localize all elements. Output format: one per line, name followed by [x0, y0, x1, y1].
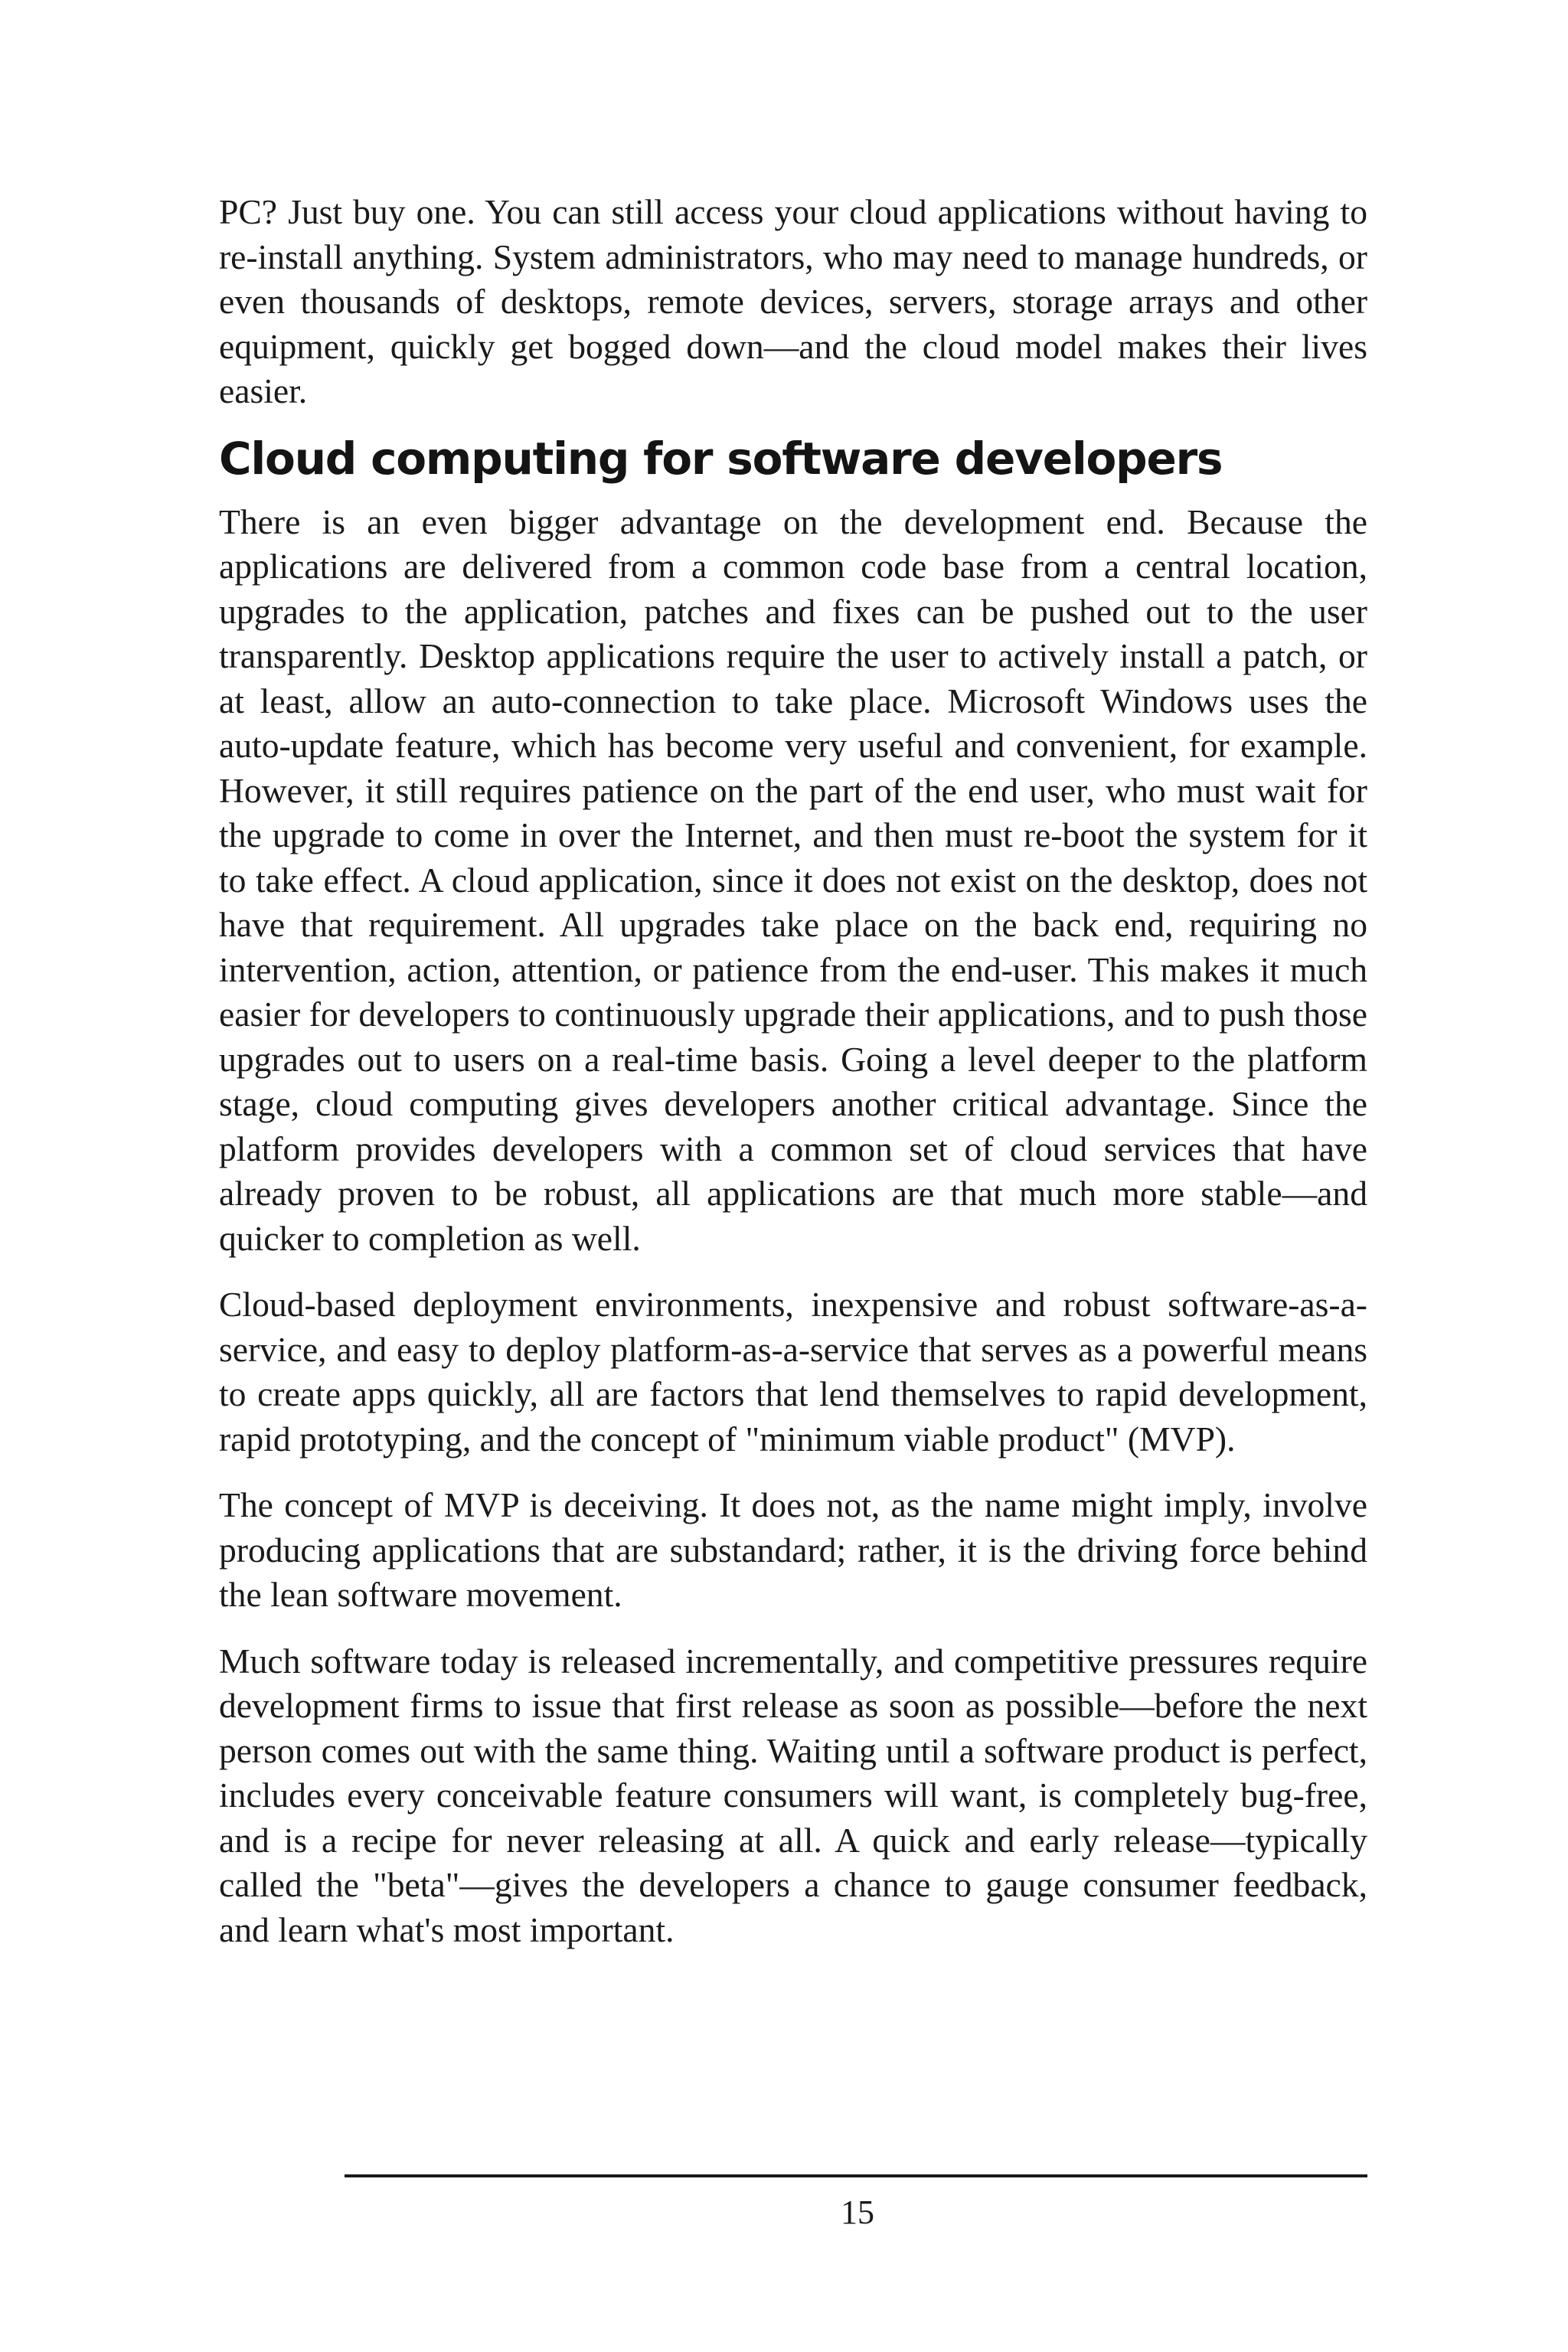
body-text-column [219, 190, 1367, 1974]
paragraph-continued: PC? Just buy one. You can still access your cloud applications without having to re-install anything. System administrators, who may need to manage hundreds, or even thousands of desktops, remote devices, servers, storage arrays and other equipment, quickly get bogged down—and the cloud model makes their lives easier. [219, 192, 1367, 410]
paragraph-development-advantage: There is an even bigger advantage on the development end. Because the applications are delivered from a common code base from a central location, upgrades to the application, patches and fixes can be pushed out to the user transparently. Desktop applications require the user to actively install a patch, or at least, allow an auto-connection to take place. Microsoft Windows uses the auto-update feature, which has become very useful and convenient, for example. However, it still requires patience on the part of the end user, who must wait for the upgrade to come in over the Internet, and then must re-boot the system for it to take effect. A cloud application, since it does not exist on the desktop, does not have that requirement. All upgrades take place on the back end, requiring no intervention, action, attention, or patience from the end-user. This makes it much easier for developers to continuously upgrade their applications, and to push those upgrades out to users on a real-time basis. Going a level deeper to the platform stage, cloud computing gives developers another critical advantage. Since the platform provides developers with a common set of cloud services that have already proven to be robust, all applications are that much more stable—and quicker to completion as well. [219, 501, 1367, 1258]
footer-divider [345, 2174, 1367, 2177]
page-number: 15 [841, 2194, 874, 2231]
paragraph-deployment-environments: Cloud-based deployment environments, inexpensive and robust software-as-a-service, and easy to deploy platform-as-a-service that serves as a powerful means to create apps quickly, all are factors that lend themselves to rapid development, rapid prototyping, and the concept of "minimum viable product" (MVP). [219, 1285, 1367, 1459]
paragraph-incremental-release: Much software today is released incrementally, and competitive pressures require development firms to issue that first release as soon as possible—before the next person comes out with the same thing. Waiting until a software product is perfect, includes every conceivable feature consumers will want, is completely bug-free, and is a recipe for never releasing at all. A quick and early release—typically called the "beta"—gives the developers a chance to gauge consumer feedback, and learn what's most important. [219, 1641, 1367, 1949]
paragraph-mvp-concept: The concept of MVP is deceiving. It does not, as the name might imply, involve producing applications that are substandard; rather, it is the driving force behind the lean software movement. [219, 1485, 1367, 1614]
section-heading: Cloud computing for software developers [219, 432, 1223, 485]
